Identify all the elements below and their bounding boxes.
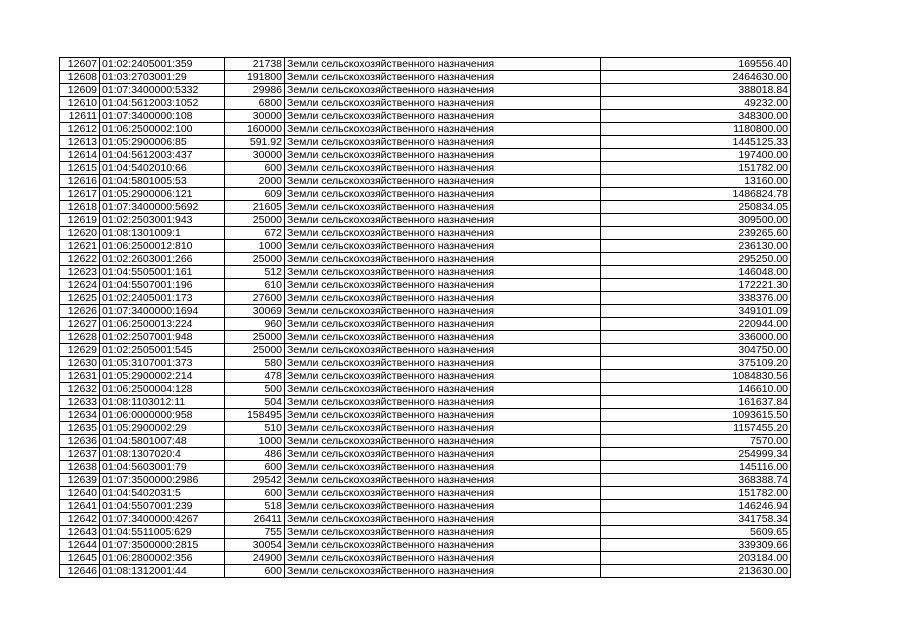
land-category-cell: Земли сельскохозяйственного назначения xyxy=(285,227,601,240)
table-row xyxy=(60,97,791,110)
cadastral-value-cell: 146610.00 xyxy=(601,383,791,396)
land-category-cell: Земли сельскохозяйственного назначения xyxy=(285,539,601,552)
land-category-cell: Земли сельскохозяйственного назначения xyxy=(285,487,601,500)
land-category-cell: Земли сельскохозяйственного назначения xyxy=(285,123,601,136)
land-category-cell: Земли сельскохозяйственного назначения xyxy=(285,474,601,487)
land-category-cell: Земли сельскохозяйственного назначения xyxy=(285,370,601,383)
row-number-cell: 12609 xyxy=(60,84,100,97)
cadastral-number-cell: 01:05:2900006:121 xyxy=(100,188,225,201)
area-cell: 29986 xyxy=(225,84,285,97)
row-number-cell: 12646 xyxy=(60,565,100,578)
land-category-cell: Земли сельскохозяйственного назначения xyxy=(285,461,601,474)
cadastral-value-cell: 5609.65 xyxy=(601,526,791,539)
row-number-cell: 12624 xyxy=(60,279,100,292)
cadastral-number-cell: 01:04:5507001:196 xyxy=(100,279,225,292)
table-row xyxy=(60,84,791,97)
land-category-cell: Земли сельскохозяйственного назначения xyxy=(285,357,601,370)
cadastral-number-cell: 01:07:3500000:2986 xyxy=(100,474,225,487)
area-cell: 960 xyxy=(225,318,285,331)
cadastral-number-cell: 01:06:0000000:958 xyxy=(100,409,225,422)
area-cell: 2000 xyxy=(225,175,285,188)
table-row xyxy=(60,474,791,487)
area-cell: 518 xyxy=(225,500,285,513)
cadastral-number-cell: 01:02:2503001:943 xyxy=(100,214,225,227)
cadastral-number-cell: 01:05:2900002:214 xyxy=(100,370,225,383)
table-row xyxy=(60,266,791,279)
cadastral-number-cell: 01:04:5511005:629 xyxy=(100,526,225,539)
row-number-cell: 12639 xyxy=(60,474,100,487)
table-row xyxy=(60,305,791,318)
area-cell: 478 xyxy=(225,370,285,383)
table-row xyxy=(60,552,791,565)
row-number-cell: 12630 xyxy=(60,357,100,370)
land-category-cell: Земли сельскохозяйственного назначения xyxy=(285,396,601,409)
cadastral-value-cell: 239265.60 xyxy=(601,227,791,240)
table-row xyxy=(60,409,791,422)
cadastral-value-cell: 309500.00 xyxy=(601,214,791,227)
cadastral-value-cell: 203184.00 xyxy=(601,552,791,565)
cadastral-number-cell: 01:04:5505001:161 xyxy=(100,266,225,279)
area-cell: 510 xyxy=(225,422,285,435)
land-category-cell: Земли сельскохозяйственного назначения xyxy=(285,448,601,461)
land-category-cell: Земли сельскохозяйственного назначения xyxy=(285,500,601,513)
table-row xyxy=(60,370,791,383)
row-number-cell: 12627 xyxy=(60,318,100,331)
area-cell: 30069 xyxy=(225,305,285,318)
area-cell: 672 xyxy=(225,227,285,240)
area-cell: 25000 xyxy=(225,253,285,266)
cadastral-value-cell: 1486824.78 xyxy=(601,188,791,201)
cadastral-value-cell: 13160.00 xyxy=(601,175,791,188)
area-cell: 158495 xyxy=(225,409,285,422)
area-cell: 600 xyxy=(225,565,285,578)
table-row xyxy=(60,279,791,292)
land-category-cell: Земли сельскохозяйственного назначения xyxy=(285,565,601,578)
row-number-cell: 12610 xyxy=(60,97,100,110)
land-category-cell: Земли сельскохозяйственного назначения xyxy=(285,149,601,162)
cadastral-number-cell: 01:04:5801005:53 xyxy=(100,175,225,188)
area-cell: 486 xyxy=(225,448,285,461)
cadastral-number-cell: 01:05:2900002:29 xyxy=(100,422,225,435)
cadastral-number-cell: 01:04:5402010:66 xyxy=(100,162,225,175)
cadastral-number-cell: 01:07:3400000:5332 xyxy=(100,84,225,97)
area-cell: 160000 xyxy=(225,123,285,136)
land-category-cell: Земли сельскохозяйственного назначения xyxy=(285,188,601,201)
cadastral-value-cell: 1093615.50 xyxy=(601,409,791,422)
table-row xyxy=(60,500,791,513)
cadastral-value-cell: 151782.00 xyxy=(601,487,791,500)
cadastral-value-cell: 338376.00 xyxy=(601,292,791,305)
cadastral-value-cell: 349101.09 xyxy=(601,305,791,318)
row-number-cell: 12616 xyxy=(60,175,100,188)
cadastral-value-cell: 169556.40 xyxy=(601,58,791,71)
land-category-cell: Земли сельскохозяйственного назначения xyxy=(285,435,601,448)
table-row xyxy=(60,214,791,227)
land-category-cell: Земли сельскохозяйственного назначения xyxy=(285,344,601,357)
cadastral-number-cell: 01:06:2500013:224 xyxy=(100,318,225,331)
cadastral-number-cell: 01:07:3400000:4267 xyxy=(100,513,225,526)
cadastral-number-cell: 01:04:5402031:5 xyxy=(100,487,225,500)
row-number-cell: 12634 xyxy=(60,409,100,422)
area-cell: 609 xyxy=(225,188,285,201)
cadastral-value-cell: 161637.84 xyxy=(601,396,791,409)
table-row xyxy=(60,149,791,162)
land-category-cell: Земли сельскохозяйственного назначения xyxy=(285,526,601,539)
area-cell: 6800 xyxy=(225,97,285,110)
table-row xyxy=(60,201,791,214)
row-number-cell: 12633 xyxy=(60,396,100,409)
cadastral-value-cell: 250834.05 xyxy=(601,201,791,214)
land-category-cell: Земли сельскохозяйственного назначения xyxy=(285,214,601,227)
cadastral-number-cell: 01:06:2500012:810 xyxy=(100,240,225,253)
area-cell: 504 xyxy=(225,396,285,409)
cadastral-number-cell: 01:07:3400000:1694 xyxy=(100,305,225,318)
land-category-cell: Земли сельскохозяйственного назначения xyxy=(285,552,601,565)
area-cell: 26411 xyxy=(225,513,285,526)
row-number-cell: 12640 xyxy=(60,487,100,500)
land-category-cell: Земли сельскохозяйственного назначения xyxy=(285,84,601,97)
land-category-cell: Земли сельскохозяйственного назначения xyxy=(285,305,601,318)
land-category-cell: Земли сельскохозяйственного назначения xyxy=(285,383,601,396)
cadastral-value-cell: 1180800.00 xyxy=(601,123,791,136)
land-category-cell: Земли сельскохозяйственного назначения xyxy=(285,175,601,188)
cadastral-value-cell: 348300.00 xyxy=(601,110,791,123)
cadastral-value-cell: 220944.00 xyxy=(601,318,791,331)
row-number-cell: 12628 xyxy=(60,331,100,344)
area-cell: 600 xyxy=(225,487,285,500)
table-row xyxy=(60,227,791,240)
row-number-cell: 12645 xyxy=(60,552,100,565)
cadastral-value-cell: 2464630.00 xyxy=(601,71,791,84)
area-cell: 755 xyxy=(225,526,285,539)
cadastral-number-cell: 01:04:5801007:48 xyxy=(100,435,225,448)
land-category-cell: Земли сельскохозяйственного назначения xyxy=(285,279,601,292)
cadastral-value-cell: 295250.00 xyxy=(601,253,791,266)
land-category-cell: Земли сельскохозяйственного назначения xyxy=(285,97,601,110)
table-row xyxy=(60,188,791,201)
land-category-cell: Земли сельскохозяйственного назначения xyxy=(285,136,601,149)
cadastral-value-cell: 339309.66 xyxy=(601,539,791,552)
land-category-cell: Земли сельскохозяйственного назначения xyxy=(285,422,601,435)
area-cell: 1000 xyxy=(225,240,285,253)
table-row xyxy=(60,240,791,253)
area-cell: 25000 xyxy=(225,344,285,357)
cadastral-number-cell: 01:06:2500002:100 xyxy=(100,123,225,136)
area-cell: 21738 xyxy=(225,58,285,71)
cadastral-number-cell: 01:06:2500004:128 xyxy=(100,383,225,396)
cadastral-number-cell: 01:02:2405001:359 xyxy=(100,58,225,71)
row-number-cell: 12635 xyxy=(60,422,100,435)
cadastral-number-cell: 01:04:5507001:239 xyxy=(100,500,225,513)
row-number-cell: 12617 xyxy=(60,188,100,201)
cadastral-number-cell: 01:02:2603001:266 xyxy=(100,253,225,266)
area-cell: 27600 xyxy=(225,292,285,305)
cadastral-value-cell: 146048.00 xyxy=(601,266,791,279)
table-row xyxy=(60,136,791,149)
cadastral-value-cell: 172221.30 xyxy=(601,279,791,292)
table-row xyxy=(60,318,791,331)
area-cell: 25000 xyxy=(225,331,285,344)
row-number-cell: 12620 xyxy=(60,227,100,240)
land-category-cell: Земли сельскохозяйственного назначения xyxy=(285,58,601,71)
row-number-cell: 12622 xyxy=(60,253,100,266)
cadastral-value-cell: 151782.00 xyxy=(601,162,791,175)
cadastral-value-cell: 1157455.20 xyxy=(601,422,791,435)
table-row xyxy=(60,396,791,409)
cadastral-value-cell: 145116.00 xyxy=(601,461,791,474)
table-body xyxy=(60,58,791,578)
land-category-cell: Земли сельскохозяйственного назначения xyxy=(285,162,601,175)
row-number-cell: 12608 xyxy=(60,71,100,84)
cadastral-value-cell: 1084830.56 xyxy=(601,370,791,383)
cadastral-value-cell: 375109.20 xyxy=(601,357,791,370)
area-cell: 191800 xyxy=(225,71,285,84)
table-row xyxy=(60,162,791,175)
cadastral-value-cell: 368388.74 xyxy=(601,474,791,487)
table-row xyxy=(60,357,791,370)
row-number-cell: 12631 xyxy=(60,370,100,383)
table-row xyxy=(60,435,791,448)
table-row xyxy=(60,539,791,552)
table-row xyxy=(60,331,791,344)
table-row xyxy=(60,526,791,539)
row-number-cell: 12612 xyxy=(60,123,100,136)
land-category-cell: Земли сельскохозяйственного назначения xyxy=(285,253,601,266)
land-category-cell: Земли сельскохозяйственного назначения xyxy=(285,513,601,526)
row-number-cell: 12611 xyxy=(60,110,100,123)
area-cell: 610 xyxy=(225,279,285,292)
row-number-cell: 12632 xyxy=(60,383,100,396)
row-number-cell: 12618 xyxy=(60,201,100,214)
area-cell: 30000 xyxy=(225,110,285,123)
row-number-cell: 12615 xyxy=(60,162,100,175)
row-number-cell: 12625 xyxy=(60,292,100,305)
cadastral-number-cell: 01:02:2405001:173 xyxy=(100,292,225,305)
area-cell: 500 xyxy=(225,383,285,396)
row-number-cell: 12626 xyxy=(60,305,100,318)
cadastral-value-cell: 236130.00 xyxy=(601,240,791,253)
area-cell: 25000 xyxy=(225,214,285,227)
land-category-cell: Земли сельскохозяйственного назначения xyxy=(285,71,601,84)
land-category-cell: Земли сельскохозяйственного назначения xyxy=(285,409,601,422)
table-row xyxy=(60,422,791,435)
cadastral-value-cell: 146246.94 xyxy=(601,500,791,513)
table-row xyxy=(60,123,791,136)
cadastral-value-cell: 336000.00 xyxy=(601,331,791,344)
table-row xyxy=(60,58,791,71)
cadastral-number-cell: 01:04:5612003:1052 xyxy=(100,97,225,110)
cadastral-number-cell: 01:06:2800002:356 xyxy=(100,552,225,565)
cadastral-number-cell: 01:08:1301009:1 xyxy=(100,227,225,240)
area-cell: 591.92 xyxy=(225,136,285,149)
table-row xyxy=(60,253,791,266)
cadastral-value-cell: 1445125.33 xyxy=(601,136,791,149)
cadastral-number-cell: 01:07:3400000:108 xyxy=(100,110,225,123)
cadastral-number-cell: 01:04:5612003:437 xyxy=(100,149,225,162)
area-cell: 24900 xyxy=(225,552,285,565)
table-row xyxy=(60,448,791,461)
area-cell: 512 xyxy=(225,266,285,279)
row-number-cell: 12644 xyxy=(60,539,100,552)
area-cell: 30054 xyxy=(225,539,285,552)
row-number-cell: 12641 xyxy=(60,500,100,513)
land-parcels-table xyxy=(59,57,791,578)
cadastral-value-cell: 197400.00 xyxy=(601,149,791,162)
area-cell: 600 xyxy=(225,461,285,474)
land-category-cell: Земли сельскохозяйственного назначения xyxy=(285,318,601,331)
row-number-cell: 12623 xyxy=(60,266,100,279)
table-row xyxy=(60,565,791,578)
row-number-cell: 12642 xyxy=(60,513,100,526)
table-row xyxy=(60,344,791,357)
area-cell: 1000 xyxy=(225,435,285,448)
cadastral-value-cell: 388018.84 xyxy=(601,84,791,97)
table-row xyxy=(60,461,791,474)
land-category-cell: Земли сельскохозяйственного назначения xyxy=(285,266,601,279)
table-row xyxy=(60,383,791,396)
cadastral-number-cell: 01:05:2900006:85 xyxy=(100,136,225,149)
table-row xyxy=(60,513,791,526)
cadastral-value-cell: 49232.00 xyxy=(601,97,791,110)
row-number-cell: 12637 xyxy=(60,448,100,461)
row-number-cell: 12613 xyxy=(60,136,100,149)
cadastral-number-cell: 01:07:3500000:2815 xyxy=(100,539,225,552)
row-number-cell: 12636 xyxy=(60,435,100,448)
row-number-cell: 12638 xyxy=(60,461,100,474)
area-cell: 21605 xyxy=(225,201,285,214)
cadastral-value-cell: 254999.34 xyxy=(601,448,791,461)
cadastral-number-cell: 01:08:1103012:11 xyxy=(100,396,225,409)
row-number-cell: 12621 xyxy=(60,240,100,253)
row-number-cell: 12614 xyxy=(60,149,100,162)
land-category-cell: Земли сельскохозяйственного назначения xyxy=(285,292,601,305)
land-category-cell: Земли сельскохозяйственного назначения xyxy=(285,110,601,123)
cadastral-number-cell: 01:02:2505001:545 xyxy=(100,344,225,357)
table-row xyxy=(60,110,791,123)
area-cell: 600 xyxy=(225,162,285,175)
cadastral-number-cell: 01:02:2507001:948 xyxy=(100,331,225,344)
area-cell: 580 xyxy=(225,357,285,370)
cadastral-value-cell: 341758.34 xyxy=(601,513,791,526)
land-category-cell: Земли сельскохозяйственного назначения xyxy=(285,201,601,214)
cadastral-number-cell: 01:07:3400000:5692 xyxy=(100,201,225,214)
table-row xyxy=(60,71,791,84)
area-cell: 30000 xyxy=(225,149,285,162)
row-number-cell: 12619 xyxy=(60,214,100,227)
cadastral-value-cell: 304750.00 xyxy=(601,344,791,357)
cadastral-value-cell: 7570.00 xyxy=(601,435,791,448)
table-row xyxy=(60,487,791,500)
land-category-cell: Земли сельскохозяйственного назначения xyxy=(285,240,601,253)
cadastral-number-cell: 01:03:2703001:29 xyxy=(100,71,225,84)
cadastral-number-cell: 01:04:5603001:79 xyxy=(100,461,225,474)
row-number-cell: 12643 xyxy=(60,526,100,539)
cadastral-number-cell: 01:08:1312001:44 xyxy=(100,565,225,578)
table-row xyxy=(60,175,791,188)
area-cell: 29542 xyxy=(225,474,285,487)
cadastral-number-cell: 01:08:1307020:4 xyxy=(100,448,225,461)
row-number-cell: 12629 xyxy=(60,344,100,357)
cadastral-number-cell: 01:05:3107001:373 xyxy=(100,357,225,370)
cadastral-value-cell: 213630.00 xyxy=(601,565,791,578)
land-category-cell: Земли сельскохозяйственного назначения xyxy=(285,331,601,344)
table-row xyxy=(60,292,791,305)
row-number-cell: 12607 xyxy=(60,58,100,71)
